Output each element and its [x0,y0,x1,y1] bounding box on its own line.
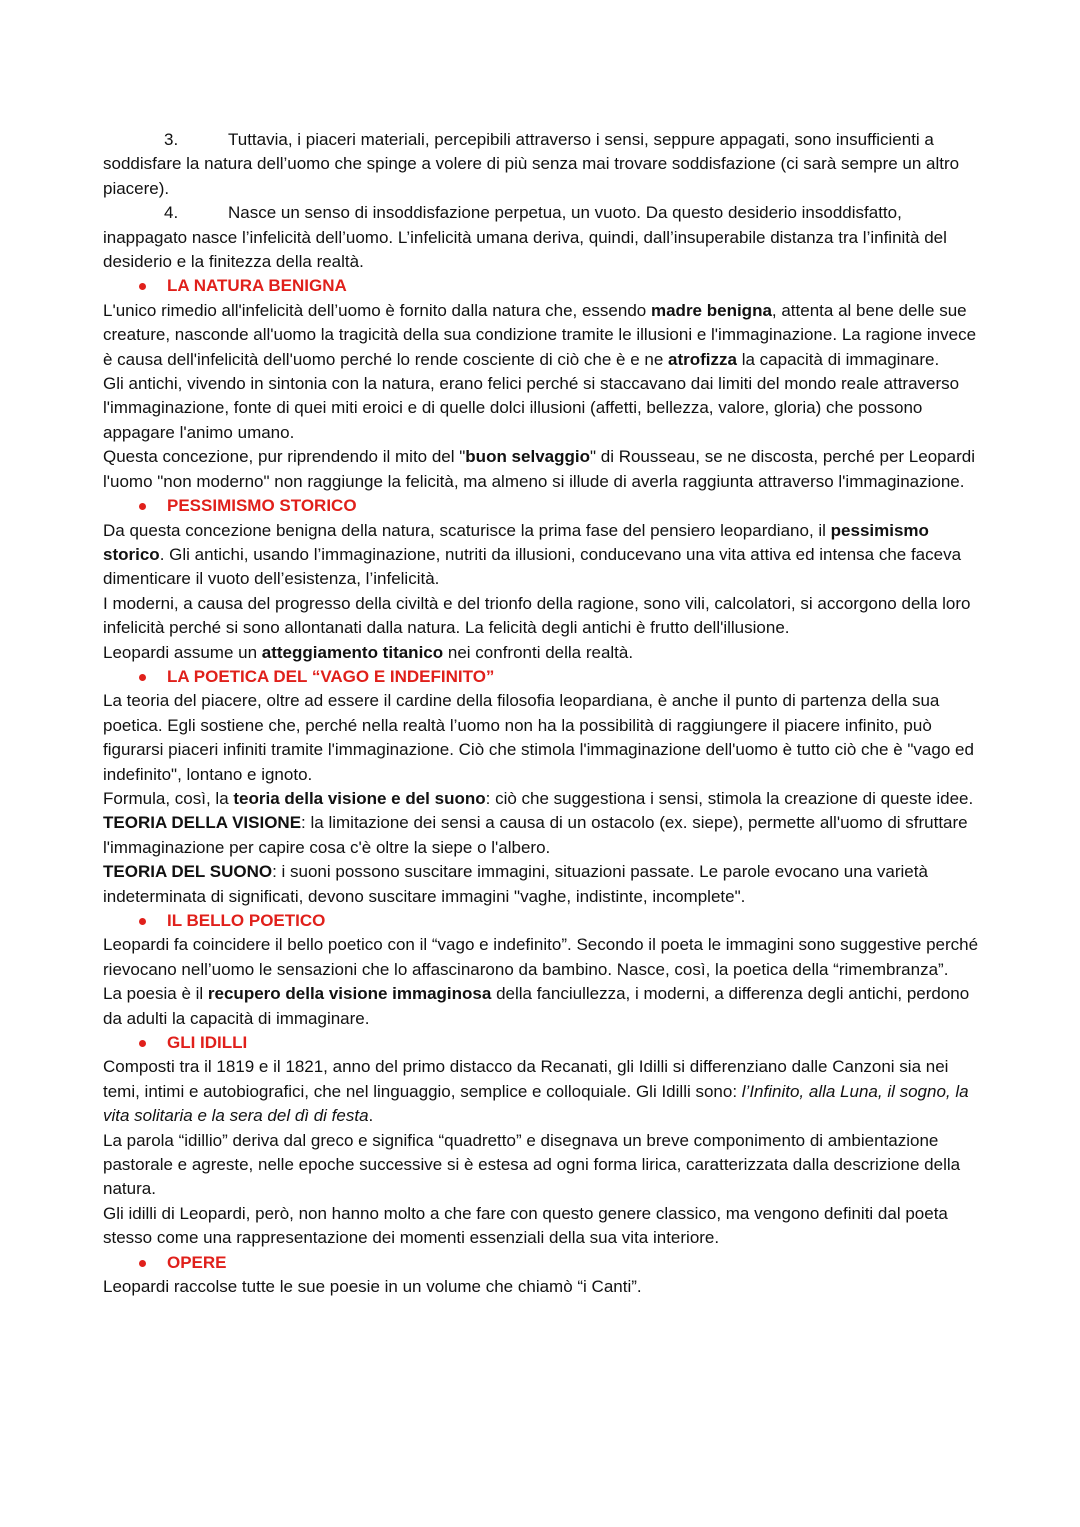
paragraph: Leopardi raccolse tutte le sue poesie in un volume che chiamò “i Canti”. [103,1277,642,1297]
section-heading-opere: OPERE [103,1251,980,1275]
paragraph: TEORIA DEL SUONO: i suoni possono suscitare immagini, situazioni passate. Le parole evocano una varietà indeterminata di significati, devono suscitare immagini "vaghe, indistinte, incomplete". [103,862,928,906]
bullet-icon [139,674,146,681]
list-item [103,128,980,201]
bullet-icon [139,283,146,290]
paragraph: TEORIA DELLA VISIONE: la limitazione dei sensi a causa di un ostacolo (ex. siepe), permette all'uomo di sfruttare l'immaginazione per capire cosa c'è oltre la siepe o l'albero. [103,813,968,857]
section-heading-idilli: GLI IDILLI [103,1031,980,1055]
paragraph: La poesia è il recupero della visione immaginosa della fanciullezza, i moderni, a differenza degli antichi, perdono da adulti la capacità di immaginare. [103,984,970,1028]
list-text: Nasce un senso di insoddisfazione perpetua, un vuoto. Da questo desiderio insoddisfatto, inappagato nasce l’infelicità dell’uomo. L’infelicità umana deriva, quindi, dall’insuperabile distanza tra l’infinità del desiderio e la finitezza della realtà. [103,203,947,272]
bullet-icon [139,1260,146,1267]
list-text: Tuttavia, i piaceri materiali, percepibili attraverso i sensi, seppure appagati, sono insufficienti a soddisfare la natura dell’uomo che spinge a volere di più senza mai trovare soddisfazione (ci sarà sempre un altro piacere). [103,130,960,198]
list-number: 4. [164,203,179,223]
bullet-icon [139,1040,146,1047]
section-heading-natura: LA NATURA BENIGNA [103,274,980,298]
paragraph: Gli idilli di Leopardi, però, non hanno molto a che fare con questo genere classico, ma vengono definiti dal poeta stesso come una rappresentazione dei momenti essenziali della sua vita interiore. [103,1203,948,1248]
list-item [103,201,980,274]
section-heading-bello: IL BELLO POETICO [103,909,980,933]
paragraph: Composti tra il 1819 e il 1821, anno del primo distacco da Recanati, gli Idilli si differenziano dalle Canzoni sia nei temi, intimi e autobiografici, che nel linguaggio, semplice e colloquiale. Gli Idilli sono: l’Infinito, alla Luna, il sogno, la vita solitaria e la sera del dì di festa. [103,1057,969,1126]
section-heading-pessimismo: PESSIMISMO STORICO [103,494,980,518]
paragraph: Gli antichi, vivendo in sintonia con la natura, erano felici perché si staccavano dai limiti del mondo reale attraverso l'immaginazione, fonte di quei miti eroici e di quelle dolci illusioni (affetti, bellezza, valore, gloria) che possono appagare l'animo umano. [103,374,960,442]
paragraph: L'unico rimedio all'infelicità dell’uomo è fornito dalla natura che, essendo madre benigna, attenta al bene delle sue creature, nasconde all'uomo la tragicità della sua condizione tramite le illusioni e l'immaginazione. La ragione invece è causa dell'infelicità dell'uomo perché lo rende cosciente di ciò che è e ne atrofizza la capacità di immaginare. [103,300,977,369]
list-number: 3. [164,130,179,149]
paragraph: Da questa concezione benigna della natura, scaturisce la prima fase del pensiero leopardiano, il pessimismo storico. Gli antichi, usando l’immaginazione, nutriti da illusioni, conducevano una vita attiva ed intensa che faceva dimenticare il vuoto dell’esistenza, l’infelicità. [103,520,962,589]
section-heading-poetica: LA POETICA DEL “VAGO E INDEFINITO” [103,665,980,689]
bullet-icon [139,503,146,510]
paragraph: Formula, così, la teoria della visione e del suono: ciò che suggestiona i sensi, stimola la creazione di queste idee. [103,788,974,808]
paragraph: La teoria del piacere, oltre ad essere il cardine della filosofia leopardiana, è anche il punto di partenza della sua poetica. Egli sostiene che, perché nella realtà l’uomo non ha la possibilità di raggiungere il piacere infinito, può figurarsi piaceri infiniti tramite l'immaginazione. Ciò che stimola l'immaginazione dell'uomo è tutto ciò che è "vago ed indefinito", lontano e ignoto. [103,691,974,784]
paragraph: La parola “idillio” deriva dal greco e significa “quadretto” e disegnava un breve componimento di ambientazione pastorale e agreste, nelle epoche successive si è estesa ad ogni forma lirica, caratterizzata dalla descrizione della natura. [103,1130,961,1199]
paragraph: Questa concezione, pur riprendendo il mito del "buon selvaggio" di Rousseau, se ne discosta, perché per Leopardi l'uomo "non moderno" non raggiunge la felicità, ma almeno si illude di averla raggiunta attraverso l'immaginazione. [103,447,975,491]
paragraph: Leopardi assume un atteggiamento titanico nei confronti della realtà. [103,642,634,662]
paragraph: Leopardi fa coincidere il bello poetico con il “vago e indefinito”. Secondo il poeta le immagini sono suggestive perché rievocano nell’uomo le sensazioni che lo affascinarono da bambino. Nasce, così, la poetica della “rimembranza”. [103,935,979,979]
bullet-icon [139,918,146,925]
paragraph: I moderni, a causa del progresso della civiltà e del trionfo della ragione, sono vili, calcolatori, si accorgono della loro infelicità perché si sono allontanati dalla natura. La felicità degli antichi è frutto dell'illusione. [103,593,971,638]
